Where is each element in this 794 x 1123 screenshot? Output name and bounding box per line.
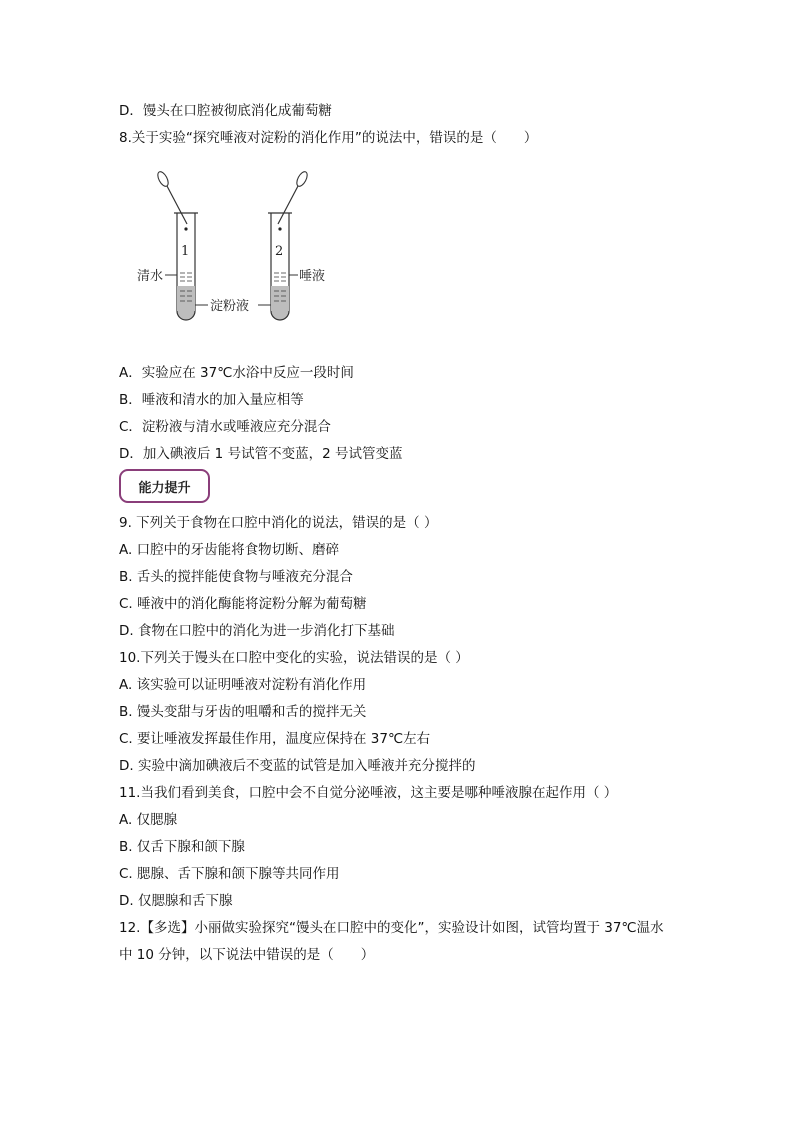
q8-option-d: D．加入碘液后 1 号试管不变蓝，2 号试管变蓝 xyxy=(119,446,403,462)
q10-option-c: C. 要让唾液发挥最佳作用，温度应保持在 37℃左右 xyxy=(119,731,431,747)
q11-option-b: B. 仅舌下腺和颌下腺 xyxy=(119,839,245,855)
q10-option-b: B. 馒头变甜与牙齿的咀嚼和舌的搅拌无关 xyxy=(119,704,367,720)
q10-stem: 10.下列关于馒头在口腔中变化的实验，说法错误的是（ ） xyxy=(119,650,469,666)
q11-option-a: A. 仅腮腺 xyxy=(119,812,178,828)
q9-option-a: A. 口腔中的牙齿能将食物切断、磨碎 xyxy=(119,542,340,558)
q8-option-b: B．唾液和清水的加入量应相等 xyxy=(119,392,304,408)
label-saliva: 唾液 xyxy=(299,269,326,284)
q10-option-d: D. 实验中滴加碘液后不变蓝的试管是加入唾液并充分搅拌的 xyxy=(119,758,476,774)
q8-stem: 8.关于实验“探究唾液对淀粉的消化作用”的说法中，错误的是（ ） xyxy=(119,130,538,146)
q12-stem-line2: 中 10 分钟，以下说法中错误的是（ ） xyxy=(119,947,375,963)
section-badge-ability-improvement: 能力提升 xyxy=(119,469,210,503)
label-starch: 淀粉液 xyxy=(210,299,250,314)
q11-stem: 11.当我们看到美食，口腔中会不自觉分泌唾液，这主要是哪种唾液腺在起作用（ ） xyxy=(119,785,618,801)
q9-option-c: C. 唾液中的消化酶能将淀粉分解为葡萄糖 xyxy=(119,596,367,612)
q7-option-d: D．馒头在口腔被彻底消化成葡萄糖 xyxy=(119,103,332,119)
tube-2-number: 2 xyxy=(275,244,284,259)
label-water: 清水 xyxy=(137,269,164,284)
tube-1-number: 1 xyxy=(181,244,190,259)
test-tube-1 xyxy=(156,170,198,320)
q9-option-d: D. 食物在口腔中的消化为进一步消化打下基础 xyxy=(119,623,395,639)
q11-option-d: D. 仅腮腺和舌下腺 xyxy=(119,893,233,909)
q9-option-b: B. 舌头的搅拌能使食物与唾液充分混合 xyxy=(119,569,353,585)
q12-stem-line1: 12.【多选】小丽做实验探究“馒头在口腔中的变化”，实验设计如图，试管均置于 37℃温水 xyxy=(119,920,664,936)
q10-option-a: A. 该实验可以证明唾液对淀粉有消化作用 xyxy=(119,677,367,693)
q8-option-a: A．实验应在 37℃水浴中反应一段时间 xyxy=(119,365,354,381)
q8-option-c: C．淀粉液与清水或唾液应充分混合 xyxy=(119,419,331,435)
q11-option-c: C. 腮腺、舌下腺和颌下腺等共同作用 xyxy=(119,866,340,882)
test-tube-diagram xyxy=(130,166,350,331)
q9-stem: 9. 下列关于食物在口腔中消化的说法，错误的是（ ） xyxy=(119,515,438,531)
